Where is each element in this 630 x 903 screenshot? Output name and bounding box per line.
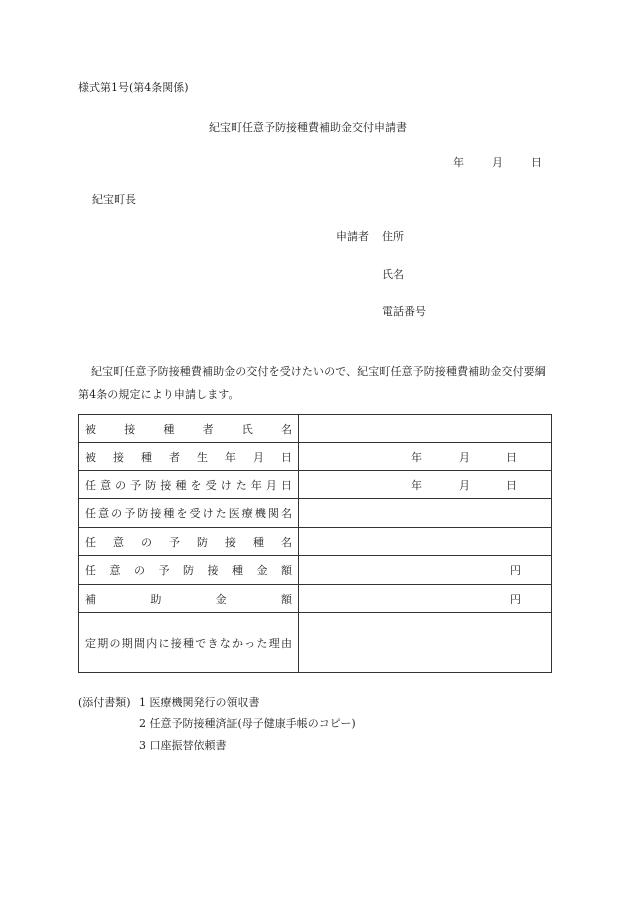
- row-label-medical-institution: 任意の予防接種を受けた医療機関名: [79, 499, 299, 528]
- table-row: [79, 415, 552, 443]
- row-label-vaccinee-name: 被接種者氏名: [79, 415, 299, 443]
- birthdate-month-label: 月: [459, 450, 470, 464]
- vaccination-cost-field[interactable]: [299, 556, 552, 585]
- table-row: [79, 528, 552, 556]
- address-label: 住所: [382, 230, 404, 243]
- cost-yen-unit: 円: [510, 564, 521, 577]
- attachment-item: 2 任意予防接種済証(母子健康手帳のコピー): [139, 717, 356, 730]
- row-label-vaccination-date: 任意の予防接種を受けた年月日: [79, 471, 299, 499]
- date-year-label: 年: [453, 156, 464, 169]
- table-row: [79, 585, 552, 613]
- birthdate-year-label: 年: [411, 450, 422, 464]
- medical-institution-field[interactable]: [299, 499, 552, 528]
- vaccination-year-label: 年: [411, 478, 422, 492]
- vaccination-month-label: 月: [459, 478, 470, 492]
- row-label-missed-period-reason: 定期の期間内に接種できなかった理由: [79, 613, 299, 673]
- date-month-label: 月: [492, 156, 503, 169]
- name-label: 氏名: [382, 268, 404, 281]
- date-day-label: 日: [531, 156, 542, 169]
- vaccination-date-field[interactable]: [299, 471, 552, 499]
- phone-label: 電話番号: [382, 305, 426, 318]
- attachment-item: 1 医療機関発行の領収書: [139, 696, 260, 709]
- attachments-heading: (添付書類): [78, 696, 131, 709]
- attachment-item: 3 口座振替依頼書: [139, 739, 227, 752]
- submission-date-line: [453, 157, 542, 168]
- vaccination-name-field[interactable]: [299, 528, 552, 556]
- birthdate-day-label: 日: [506, 450, 517, 464]
- applicant-label: 申請者: [336, 230, 369, 243]
- vaccinee-birthdate-field[interactable]: [299, 443, 552, 471]
- subsidy-amount-field[interactable]: [299, 585, 552, 613]
- missed-period-reason-field[interactable]: [299, 613, 552, 673]
- document-title: 紀宝町任意予防接種費補助金交付申請書: [209, 121, 407, 134]
- table-row: [79, 443, 552, 471]
- row-label-subsidy-amount: 補助金額: [79, 585, 299, 613]
- table-row: [79, 613, 552, 673]
- table-row: [79, 499, 552, 528]
- application-statement: 紀宝町任意予防接種費補助金の交付を受けたいので、紀宝町任意予防接種費補助金交付要綱第4条の規定により申請します。: [78, 365, 546, 401]
- row-label-vaccination-cost: 任意の予防接種金額: [79, 556, 299, 585]
- form-number: 様式第1号(第4条関係): [78, 81, 189, 94]
- vaccinee-name-field[interactable]: [299, 415, 552, 443]
- application-table: [78, 414, 552, 673]
- row-label-vaccination-name: 任意の予防接種名: [79, 528, 299, 556]
- table-row: [79, 471, 552, 499]
- subsidy-yen-unit: 円: [510, 592, 521, 606]
- table-row: [79, 556, 552, 585]
- addressee: 紀宝町長: [92, 193, 136, 206]
- vaccination-day-label: 日: [506, 478, 517, 492]
- row-label-vaccinee-birthdate: 被接種者生年月日: [79, 443, 299, 471]
